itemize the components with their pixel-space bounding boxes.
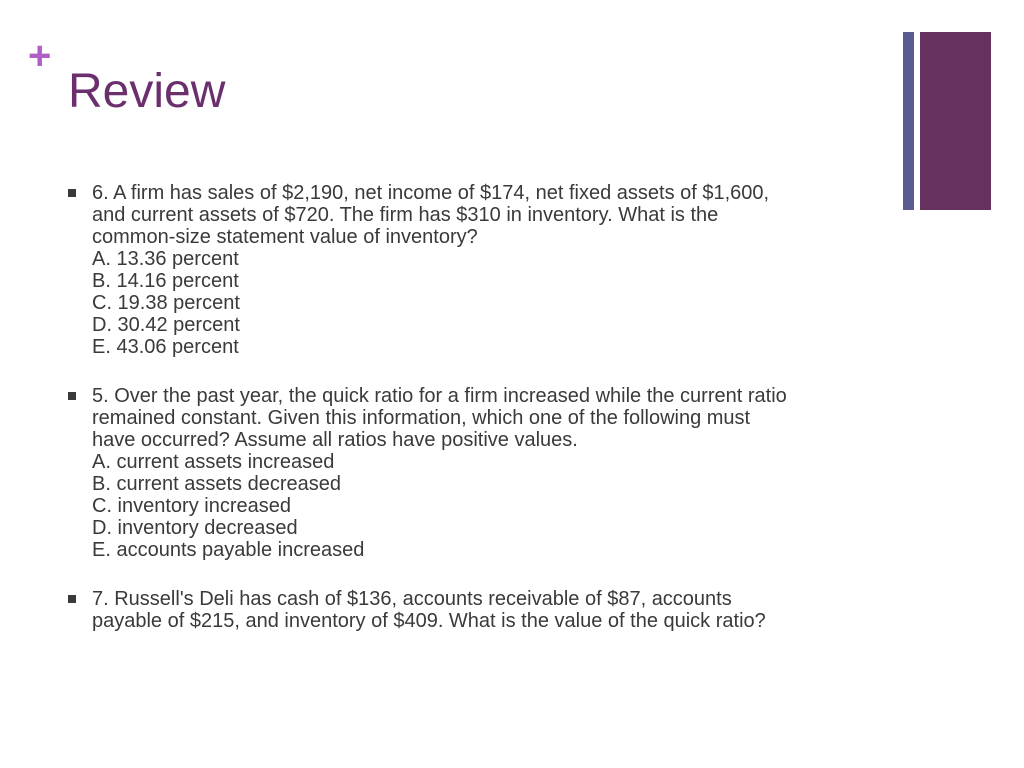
answer-option: E. accounts payable increased — [92, 539, 365, 561]
question-line: 7. Russell's Deli has cash of $136, accounts receivable of $87, accounts — [92, 588, 732, 610]
question-line: remained constant. Given this information, which one of the following must — [92, 407, 751, 429]
bullet-icon — [68, 189, 76, 197]
question-line: 6. A firm has sales of $2,190, net income of $174, net fixed assets of $1,600, — [92, 182, 770, 204]
question-item — [66, 588, 896, 632]
question-line: have occurred? Assume all ratios have positive values. — [92, 429, 578, 451]
answer-option: C. inventory increased — [92, 495, 291, 517]
bullet-icon — [68, 595, 76, 603]
question-line: payable of $215, and inventory of $409. What is the value of the quick ratio? — [92, 610, 766, 632]
answer-option: A. 13.36 percent — [92, 248, 239, 270]
question-line: 5. Over the past year, the quick ratio for a firm increased while the current ratio — [92, 385, 787, 407]
question-item — [66, 385, 896, 561]
question-item — [66, 182, 896, 358]
plus-icon: + — [28, 34, 52, 78]
slide-title: Review — [68, 65, 226, 118]
answer-option: B. 14.16 percent — [92, 270, 239, 292]
bullet-icon — [68, 392, 76, 400]
question-list — [66, 182, 896, 659]
question-line: common-size statement value of inventory? — [92, 226, 478, 248]
decorative-bar-wide — [920, 32, 991, 210]
decorative-bar-thin — [903, 32, 914, 210]
answer-option: B. current assets decreased — [92, 473, 342, 495]
answer-option: C. 19.38 percent — [92, 292, 240, 314]
answer-option: A. current assets increased — [92, 451, 335, 473]
answer-option: D. 30.42 percent — [92, 314, 240, 336]
answer-option: E. 43.06 percent — [92, 336, 239, 358]
question-line: and current assets of $720. The firm has $310 in inventory. What is the — [92, 204, 719, 226]
answer-option: D. inventory decreased — [92, 517, 298, 539]
